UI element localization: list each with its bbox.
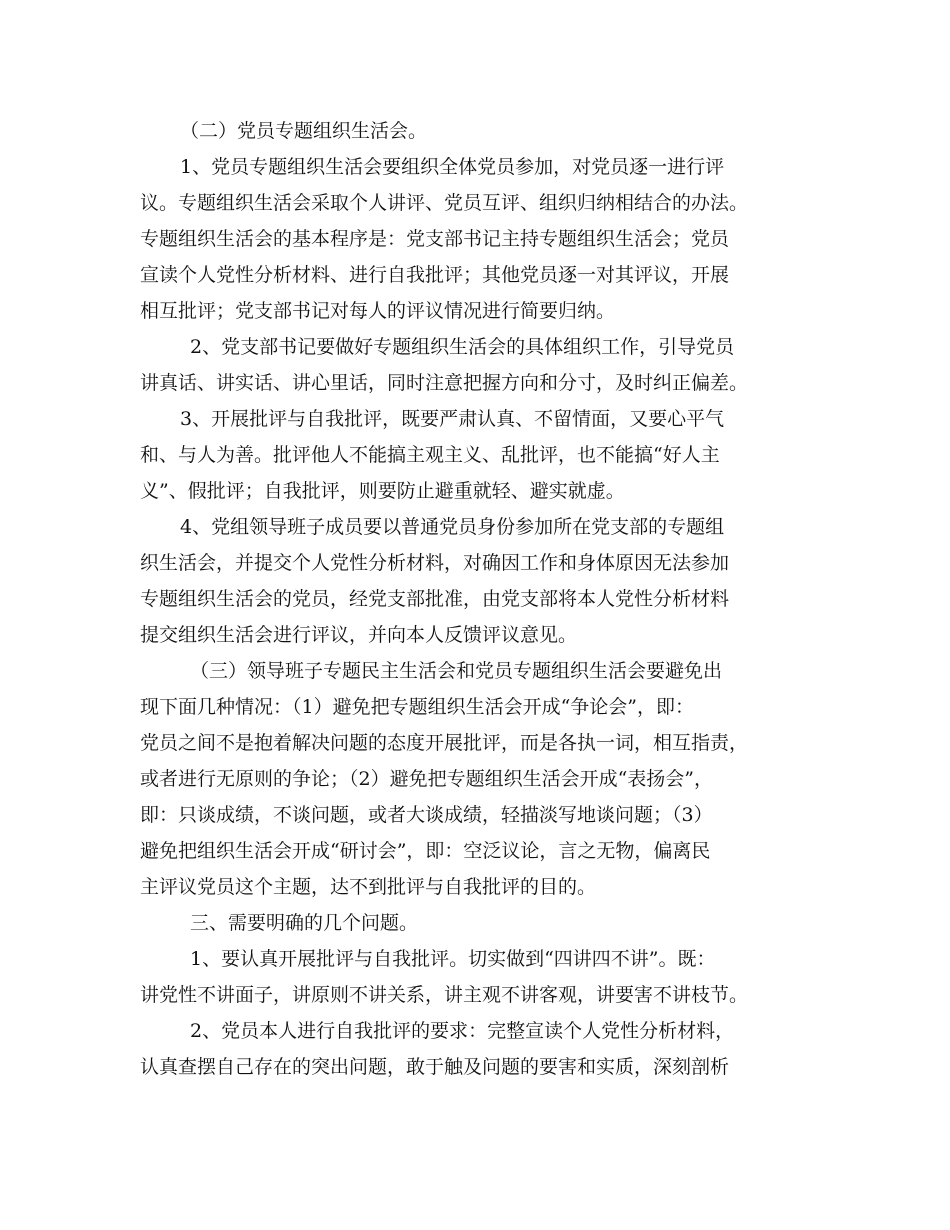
paragraph-line: 和、与人为善。批评他人不能搞主观主义、乱批评，也不能搞“好人主 [140,444,720,466]
paragraph-line: 2、党支部书记要做好专题组织生活会的具体组织工作，引导党员 [190,336,735,358]
paragraph-line: 党员之间不是抱着解决问题的态度开展批评，而是各执一词，相互指责， [140,732,749,754]
paragraph-line: 织生活会，并提交个人党性分析材料，对确因工作和身体原因无法参加 [140,552,730,574]
paragraph-line: 1、要认真开展批评与自我批评。切实做到“四讲四不讲”。既： [190,948,716,970]
paragraph-line: 议。专题组织生活会采取个人讲评、党员互评、组织归纳相结合的办法。 [140,192,749,214]
paragraph-line: 现下面几种情况：（1）避免把专题组织生活会开成“争论会”，即： [140,696,695,718]
paragraph-line: 提交组织生活会进行评议，并向本人反馈评议意见。 [140,624,578,646]
paragraph-line: 即：只谈成绩，不谈问题，或者大谈成绩，轻描淡写地谈问题；（3） [140,804,713,826]
paragraph-line: 或者进行无原则的争论；（2）避免把专题组织生活会开成“表扬会”， [140,768,714,790]
paragraph-line: 讲真话、讲实话、讲心里话，同时注意把握方向和分寸，及时纠正偏差。 [140,372,749,394]
paragraph-line: 义”、假批评；自我批评，则要防止避重就轻、避实就虚。 [140,480,625,502]
paragraph-line: 专题组织生活会的基本程序是：党支部书记主持专题组织生活会；党员 [140,228,730,250]
paragraph-line: 避免把组织生活会开成“研讨会”，即：空泛议论，言之无物，偏离民 [140,840,711,862]
paragraph-line: 3、开展批评与自我批评，既要严肃认真、不留情面，又要心平气 [180,408,725,430]
section-heading-3: （三）领导班子专题民主生活会和党员专题组织生活会要避免出 [190,660,723,682]
chapter-heading-3: 三、需要明确的几个问题。 [190,912,419,934]
paragraph-line: 认真查摆自己存在的突出问题，敢于触及问题的要害和实质，深刻剖析 [140,1056,730,1078]
paragraph-line: 1、党员专题组织生活会要组织全体党员参加，对党员逐一进行评 [180,156,725,178]
section-heading-2: （二）党员专题组织生活会。 [180,120,428,142]
paragraph-line: 主评议党员这个主题，达不到批评与自我批评的目的。 [140,876,597,898]
paragraph-line: 讲党性不讲面子，讲原则不讲关系，讲主观不讲客观，讲要害不讲枝节。 [140,984,749,1006]
paragraph-line: 2、党员本人进行自我批评的要求：完整宣读个人党性分析材料， [190,1020,735,1042]
paragraph-line: 专题组织生活会的党员，经党支部批准，由党支部将本人党性分析材料 [140,588,730,610]
paragraph-line: 4、党组领导班子成员要以普通党员身份参加所在党支部的专题组 [180,516,725,538]
paragraph-line: 宣读个人党性分析材料、进行自我批评；其他党员逐一对其评议，开展 [140,264,730,286]
paragraph-line: 相互批评；党支部书记对每人的评议情况进行简要归纳。 [140,300,616,322]
